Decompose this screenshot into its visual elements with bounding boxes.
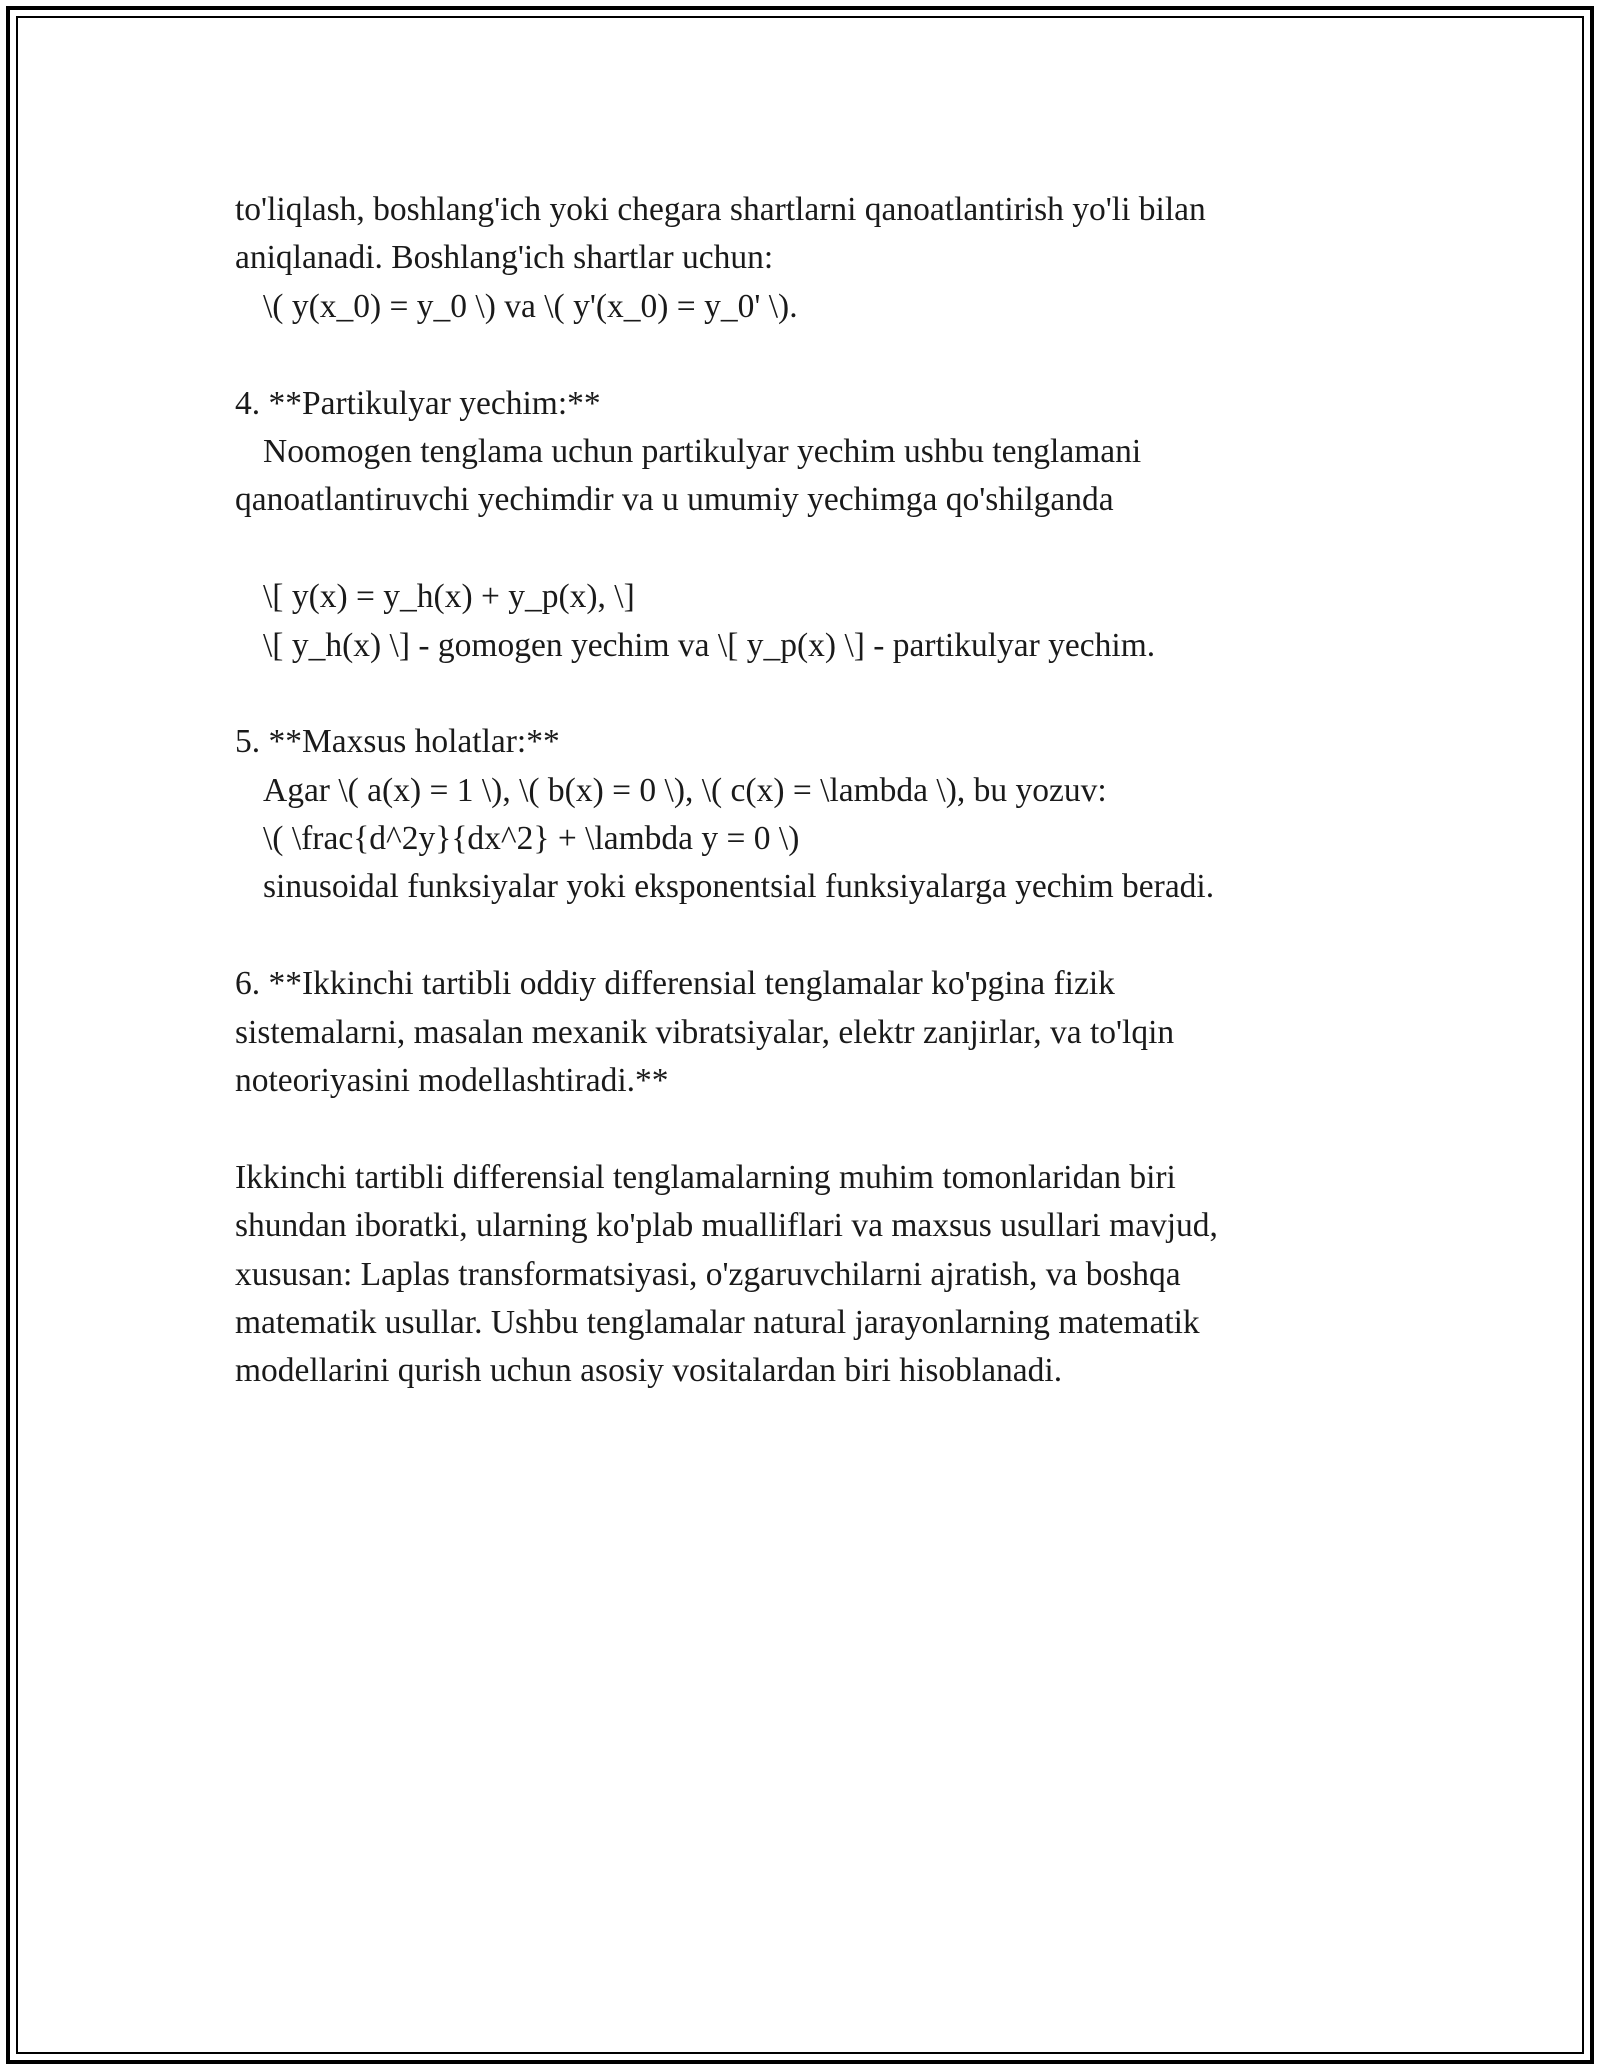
text-line: aniqlanadi. Boshlang'ich shartlar uchun: [235, 239, 774, 277]
text-line: sinusoidal funksiyalar yoki eksponentsial funksiyalarga yechim beradi. [263, 868, 1215, 906]
text-line: shundan iboratki, ularning ko'plab mualliflari va maxsus usullari mavjud, [235, 1207, 1218, 1245]
text-line: Noomogen tenglama uchun partikulyar yechim ushbu tenglamani [263, 432, 1142, 470]
text-line: Agar \( a(x) = 1 \), \( b(x) = 0 \), \( c(x) = \lambda \), bu yozuv: [263, 771, 1107, 809]
text-line: xususan: Laplas transformatsiyasi, o'zgaruvchilarni ajratish, va boshqa [235, 1255, 1181, 1293]
section-heading: 4. **Partikulyar yechim:** [235, 384, 601, 422]
text-line: qanoatlantiruvchi yechimdir va u umumiy yechimga qo'shilganda [235, 481, 1114, 519]
text-line: noteoriyasini modellashtiradi.** [235, 1062, 669, 1100]
text-line: modellarini qurish uchun asosiy vositalardan biri hisoblanadi. [235, 1352, 1063, 1390]
text-line: Ikkinchi tartibli differensial tenglamalarning muhim tomonlaridan biri [235, 1158, 1176, 1196]
blank-line [235, 1105, 1375, 1153]
blank-line [235, 525, 1375, 573]
blank-line [235, 331, 1375, 379]
text-line: matematik usullar. Ushbu tenglamalar natural jarayonlarning matematik [235, 1303, 1200, 1341]
section-heading: 6. **Ikkinchi tartibli oddiy differensial tenglamalar ko'pgina fizik [235, 965, 1115, 1003]
formula-line: \( \frac{d^2y}{dx^2} + \lambda y = 0 \) [263, 820, 800, 858]
text-line: sistemalarni, masalan mexanik vibratsiyalar, elektr zanjirlar, va to'lqin [235, 1013, 1175, 1051]
blank-line [235, 912, 1375, 960]
text-line: to'liqlash, boshlang'ich yoki chegara shartlarni qanoatlantirish yo'li bilan [235, 191, 1206, 228]
blank-line [235, 670, 1375, 718]
formula-line: \( y(x_0) = y_0 \) va \( y'(x_0) = y_0' \). [263, 287, 798, 325]
document-body [235, 186, 1375, 1396]
formula-line: \[ y_h(x) \] - gomogen yechim va \[ y_p(x) \] - partikulyar yechim. [263, 626, 1156, 664]
section-heading: 5. **Maxsus holatlar:** [235, 723, 560, 761]
formula-line: \[ y(x) = y_h(x) + y_p(x), \] [263, 578, 635, 616]
